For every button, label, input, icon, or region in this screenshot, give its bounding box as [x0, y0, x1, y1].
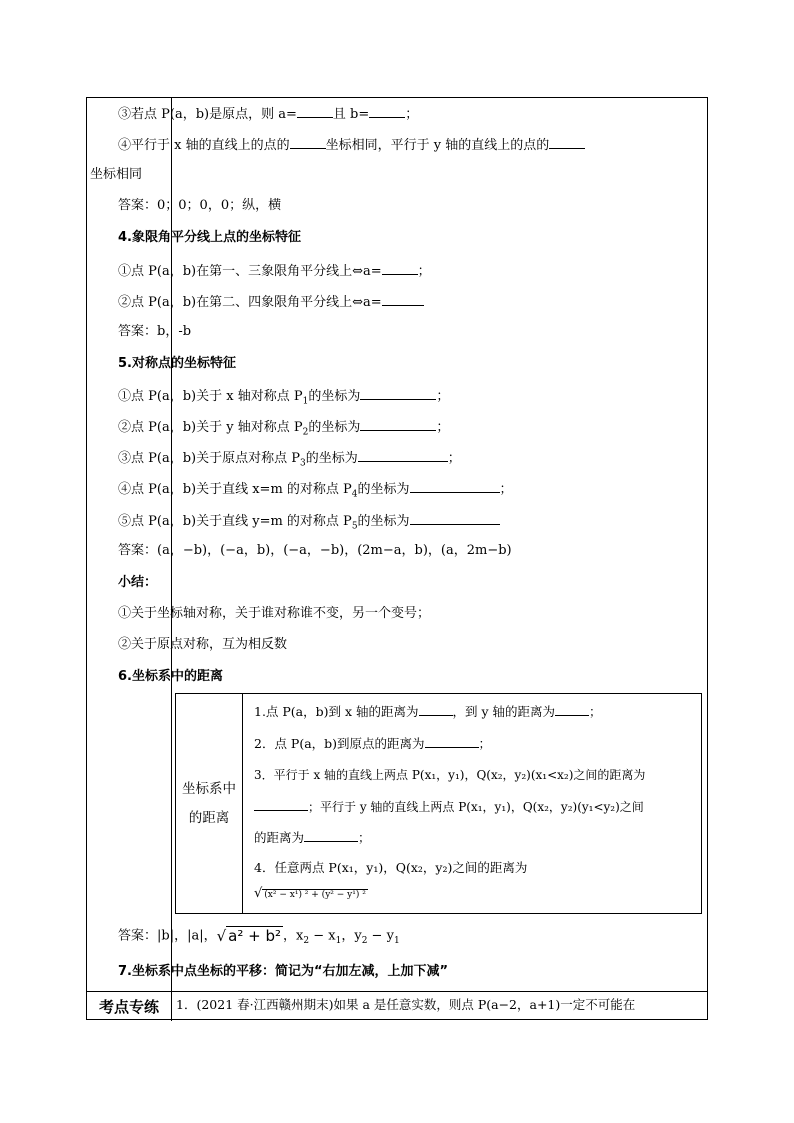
- item-5b: ②点 P(a，b)关于 y 轴对称点 $P_2$的坐标为 ；: [118, 417, 449, 442]
- blank: [419, 702, 453, 716]
- distance-row-3b: ；平行于 y 轴的直线上两点 P(x₁，y₁)，Q(x₂，y₂)(y₁<y₂)之间: [254, 797, 644, 816]
- blank: [290, 135, 326, 149]
- exercise-1: 1．(2021 春·江西赣州期末)如果 a 是任意实数，则点 P(a−2，a+1)一定不可能在: [176, 997, 636, 1012]
- sqrt-formula: √ a² + b²: [216, 927, 282, 945]
- summary-1: ①关于坐标轴对称，关于谁对称谁不变，另一个变号；: [118, 606, 431, 621]
- blank: [369, 104, 405, 118]
- blank: [297, 104, 333, 118]
- blank: [382, 261, 418, 275]
- heading-6: 6.坐标系中的距离: [118, 669, 223, 684]
- item-5d: ④点 P(a，b)关于直线 x=m 的对称点 $P_4$的坐标为 ；: [118, 479, 513, 504]
- summary-2: ②关于原点对称，互为相反数: [118, 637, 288, 652]
- heading-7: 7.坐标系中点坐标的平移：简记为“右加左减，上加下减”: [118, 964, 449, 979]
- item-origin: ③若点 P(a，b)是原点，则 a= 且 b= ；: [118, 104, 418, 124]
- item-5c: ③点 P(a，b)关于原点对称点 $P_3$的坐标为 ；: [118, 448, 461, 473]
- blank: [410, 479, 500, 493]
- answer-6: 答案：|b|，|a|，√ a² + b² ，$x_2 - x_1$，$y_2 - y_1$: [118, 927, 400, 947]
- blank: [425, 734, 479, 748]
- blank: [304, 828, 358, 842]
- heading-4: 4.象限角平分线上点的坐标特征: [118, 230, 301, 245]
- item-parallel-cont: 坐标相同: [90, 167, 143, 182]
- distance-row-1: 1.点 P(a，b)到 x 轴的距离为 ，到 y 轴的距离为 ；: [254, 704, 602, 719]
- item-4b: ②点 P(a，b)在第二、四象限角平分线上⇔a=: [118, 292, 424, 312]
- blank: [358, 448, 448, 462]
- distance-row-3a: 3．平行于 x 轴的直线上两点 P(x₁，y₁)，Q(x₂，y₂)(x₁<x₂)之间的距离为: [254, 768, 646, 782]
- distance-row-3c: 的距离为 ；: [254, 830, 371, 845]
- blank: [382, 292, 424, 306]
- distance-row-4: 4．任意两点 P(x₁，y₁)，Q(x₂，y₂)之间的距离为: [254, 860, 528, 875]
- distance-label: 坐标系中 的距离: [182, 780, 236, 826]
- item-4a: ①点 P(a，b)在第一、三象限角平分线上⇔a= ；: [118, 261, 431, 281]
- inner-divider: [242, 694, 243, 913]
- distance-row-2: 2．点 P(a，b)到原点的距离为 ；: [254, 736, 492, 751]
- heading-5: 5.对称点的坐标特征: [118, 356, 236, 371]
- blank: [555, 702, 589, 716]
- distance-formula: √ (x² − x¹) ² + (y² − y¹) ²: [254, 886, 366, 901]
- item-5e: ⑤点 P(a，b)关于直线 y=m 的对称点 $P_5$的坐标为: [118, 511, 500, 536]
- blank: [360, 386, 436, 400]
- item-parallel: ④平行于 x 轴的直线上的点的 坐标相同，平行于 y 轴的直线上的点的: [118, 135, 585, 155]
- answer-4: 答案：b，-b: [118, 324, 192, 339]
- answer-5: 答案：(a，−b)，(−a，b)，(−a，−b)，(2m−a，b)，(a，2m−b): [118, 543, 512, 558]
- blank: [410, 511, 500, 525]
- section-label: 考点专练: [98, 997, 159, 1016]
- row-divider: [87, 991, 707, 992]
- answer-3: 答案：0；0；0，0；纵，横: [118, 198, 282, 213]
- item-5a: ①点 P(a，b)关于 x 轴对称点 $P_1$的坐标为 ；: [118, 386, 449, 411]
- blank: [254, 797, 308, 811]
- blank: [549, 135, 585, 149]
- summary-title: 小结：: [118, 575, 158, 590]
- blank: [360, 417, 436, 431]
- distance-table: [175, 693, 702, 914]
